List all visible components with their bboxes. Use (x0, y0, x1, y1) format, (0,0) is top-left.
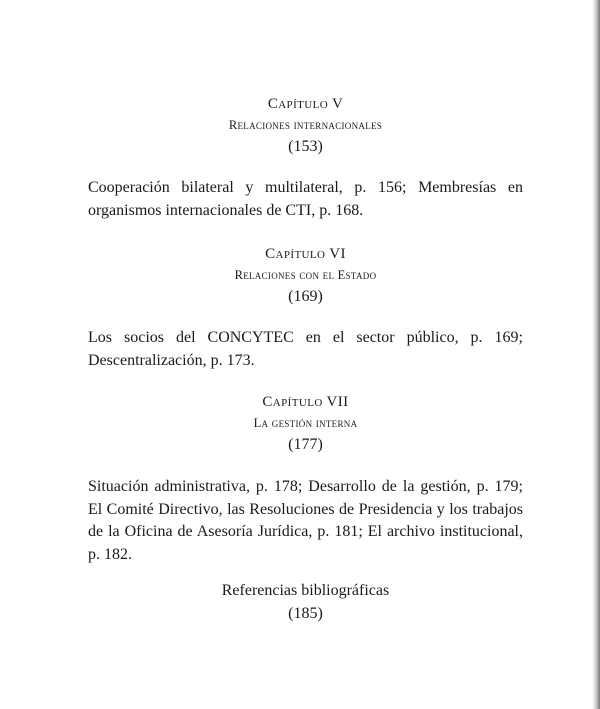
references-title: Referencias bibliográficas (221, 582, 390, 599)
chapter-6-title: Capítulo VI (265, 246, 346, 262)
chapter-6-contents: Los socios del CONCYTEC en el sector público, p. 169; Descentralización, p. 173. (88, 329, 523, 369)
chapter-5-title: Capítulo V (267, 96, 344, 112)
page-edge-shadow (592, 0, 600, 709)
chapter-5-page: (153) (288, 138, 323, 155)
chapter-6-page: (169) (288, 288, 323, 305)
chapter-6-subtitle: Relaciones con el Estado (234, 268, 377, 282)
chapter-5-subtitle: Relaciones internacionales (228, 118, 383, 132)
references-page: (185) (288, 605, 323, 622)
references-heading (88, 580, 523, 626)
chapter-7-heading (88, 391, 523, 457)
chapter-7-title: Capítulo VII (262, 394, 349, 410)
chapter-5-contents: Cooperación bilateral y multilateral, p. 156; Membresías en organismos internacionales de CTI, p. 168. (88, 179, 523, 219)
chapter-7-page: (177) (288, 436, 323, 453)
chapter-7-contents: Situación administrativa, p. 178; Desarrollo de la gestión, p. 179; El Comité Directivo, las Resoluciones de Presidencia y los trabajos de la Oficina de Asesoría Jurídica, p. 181; El archivo institucional, p. 182. (88, 478, 523, 563)
chapter-6-heading (88, 243, 523, 309)
chapter-7-subtitle: La gestión interna (253, 416, 358, 430)
chapter-5-heading (88, 93, 523, 159)
